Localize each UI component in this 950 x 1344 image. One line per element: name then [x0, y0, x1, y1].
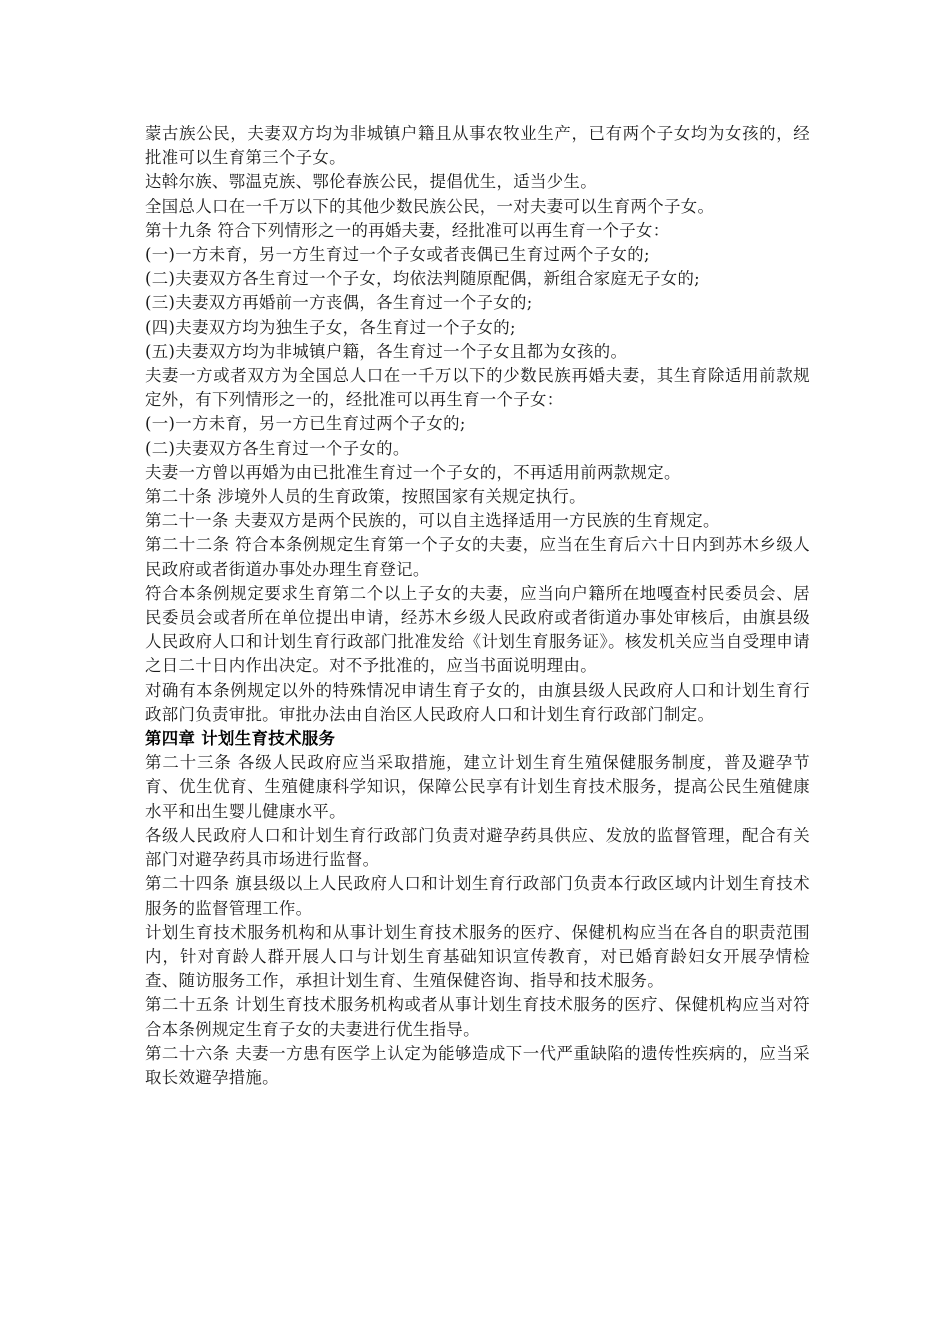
paragraph: (四)夫妻双方均为独生子女，各生育过一个子女的; — [145, 317, 516, 337]
paragraph: 各级人民政府人口和计划生育行政部门负责对避孕药具供应、发放的监督管理，配合有关部门对避孕药具市场进行监督。 — [145, 825, 810, 870]
paragraph: 第二十二条 符合本条例规定生育第一个子女的夫妻，应当在生育后六十日内到苏木乡级人民政府或者街道办事处办理生育登记。 — [145, 535, 810, 579]
paragraph: 蒙古族公民，夫妻双方均为非城镇户籍且从事农牧业生产，已有两个子女均为女孩的，经批准可以生育第三个子女。 — [145, 124, 810, 168]
paragraph: 全国总人口在一千万以下的其他少数民族公民，一对夫妻可以生育两个子女。 — [145, 196, 715, 216]
paragraph: (三)夫妻双方再婚前一方丧偶，各生育过一个子女的; — [145, 293, 533, 313]
paragraph: 第二十三条 各级人民政府应当采取措施，建立计划生育生殖保健服务制度，普及避孕节育、优生优育、生殖健康科学知识，保障公民享有计划生育技术服务，提高公民生殖健康水平和出生婴儿健康水平。 — [145, 753, 810, 821]
paragraph: 第二十四条 旗县级以上人民政府人口和计划生育行政部门负责本行政区域内计划生育技术服务的监督管理工作。 — [145, 874, 810, 918]
paragraph: 第十九条 符合下列情形之一的再婚夫妻，经批准可以再生育一个子女： — [145, 220, 670, 240]
paragraph: (一)一方未育，另一方已生育过两个子女的; — [145, 414, 466, 434]
paragraph: 夫妻一方曾以再婚为由已批准生育过一个子女的，不再适用前两款规定。 — [145, 462, 681, 482]
paragraph: 第二十六条 夫妻一方患有医学上认定为能够造成下一代严重缺陷的遗传性疾病的，应当采取长效避孕措施。 — [145, 1043, 810, 1087]
paragraph: 第二十条 涉境外人员的生育政策，按照国家有关规定执行。 — [145, 487, 586, 507]
paragraph: 第二十一条 夫妻双方是两个民族的，可以自主选择适用一方民族的生育规定。 — [145, 511, 720, 531]
paragraph: (一)一方未育，另一方生育过一个子女或者丧偶已生育过两个子女的; — [145, 245, 650, 265]
paragraph: (五)夫妻双方均为非城镇户籍，各生育过一个子女且都为女孩的。 — [145, 341, 628, 361]
paragraph: 夫妻一方或者双方为全国总人口在一千万以下的少数民族再婚夫妻，其生育除适用前款规定外，有下列情形之一的，经批准可以再生育一个子女： — [145, 366, 810, 410]
paragraph: 达斡尔族、鄂温克族、鄂伦春族公民，提倡优生，适当少生。 — [145, 172, 597, 192]
paragraph: (二)夫妻双方各生育过一个子女的。 — [145, 438, 410, 458]
paragraph: 符合本条例规定要求生育第二个以上子女的夫妻，应当向户籍所在地嘎查村民委员会、居民委员会或者所在单位提出申请，经苏木乡级人民政府或者街道办事处审核后，由旗县级人民政府人口和计划生育行政部门批准发给《计划生育服务证》。核发机关应当自受理申请之日二十日内作出决定。对不予批准的，应当书面说明理由。 — [145, 583, 810, 676]
paragraph: (二)夫妻双方各生育过一个子女，均依法判随原配偶，新组合家庭无子女的; — [145, 269, 701, 289]
document-body — [145, 122, 810, 1090]
paragraph: 第二十五条 计划生育技术服务机构或者从事计划生育技术服务的医疗、保健机构应当对符合本条例规定生育子女的夫妻进行优生指导。 — [145, 995, 810, 1039]
chapter-heading: 第四章 计划生育技术服务 — [145, 729, 336, 749]
paragraph: 对确有本条例规定以外的特殊情况申请生育子女的，由旗县级人民政府人口和计划生育行政部门负责审批。审批办法由自治区人民政府人口和计划生育行政部门制定。 — [145, 680, 810, 724]
paragraph: 计划生育技术服务机构和从事计划生育技术服务的医疗、保健机构应当在各自的职责范围内，针对育龄人群开展人口与计划生育基础知识宣传教育，对已婚育龄妇女开展孕情检查、随访服务工作，承担计划生育、生殖保健咨询、指导和技术服务。 — [145, 922, 810, 991]
